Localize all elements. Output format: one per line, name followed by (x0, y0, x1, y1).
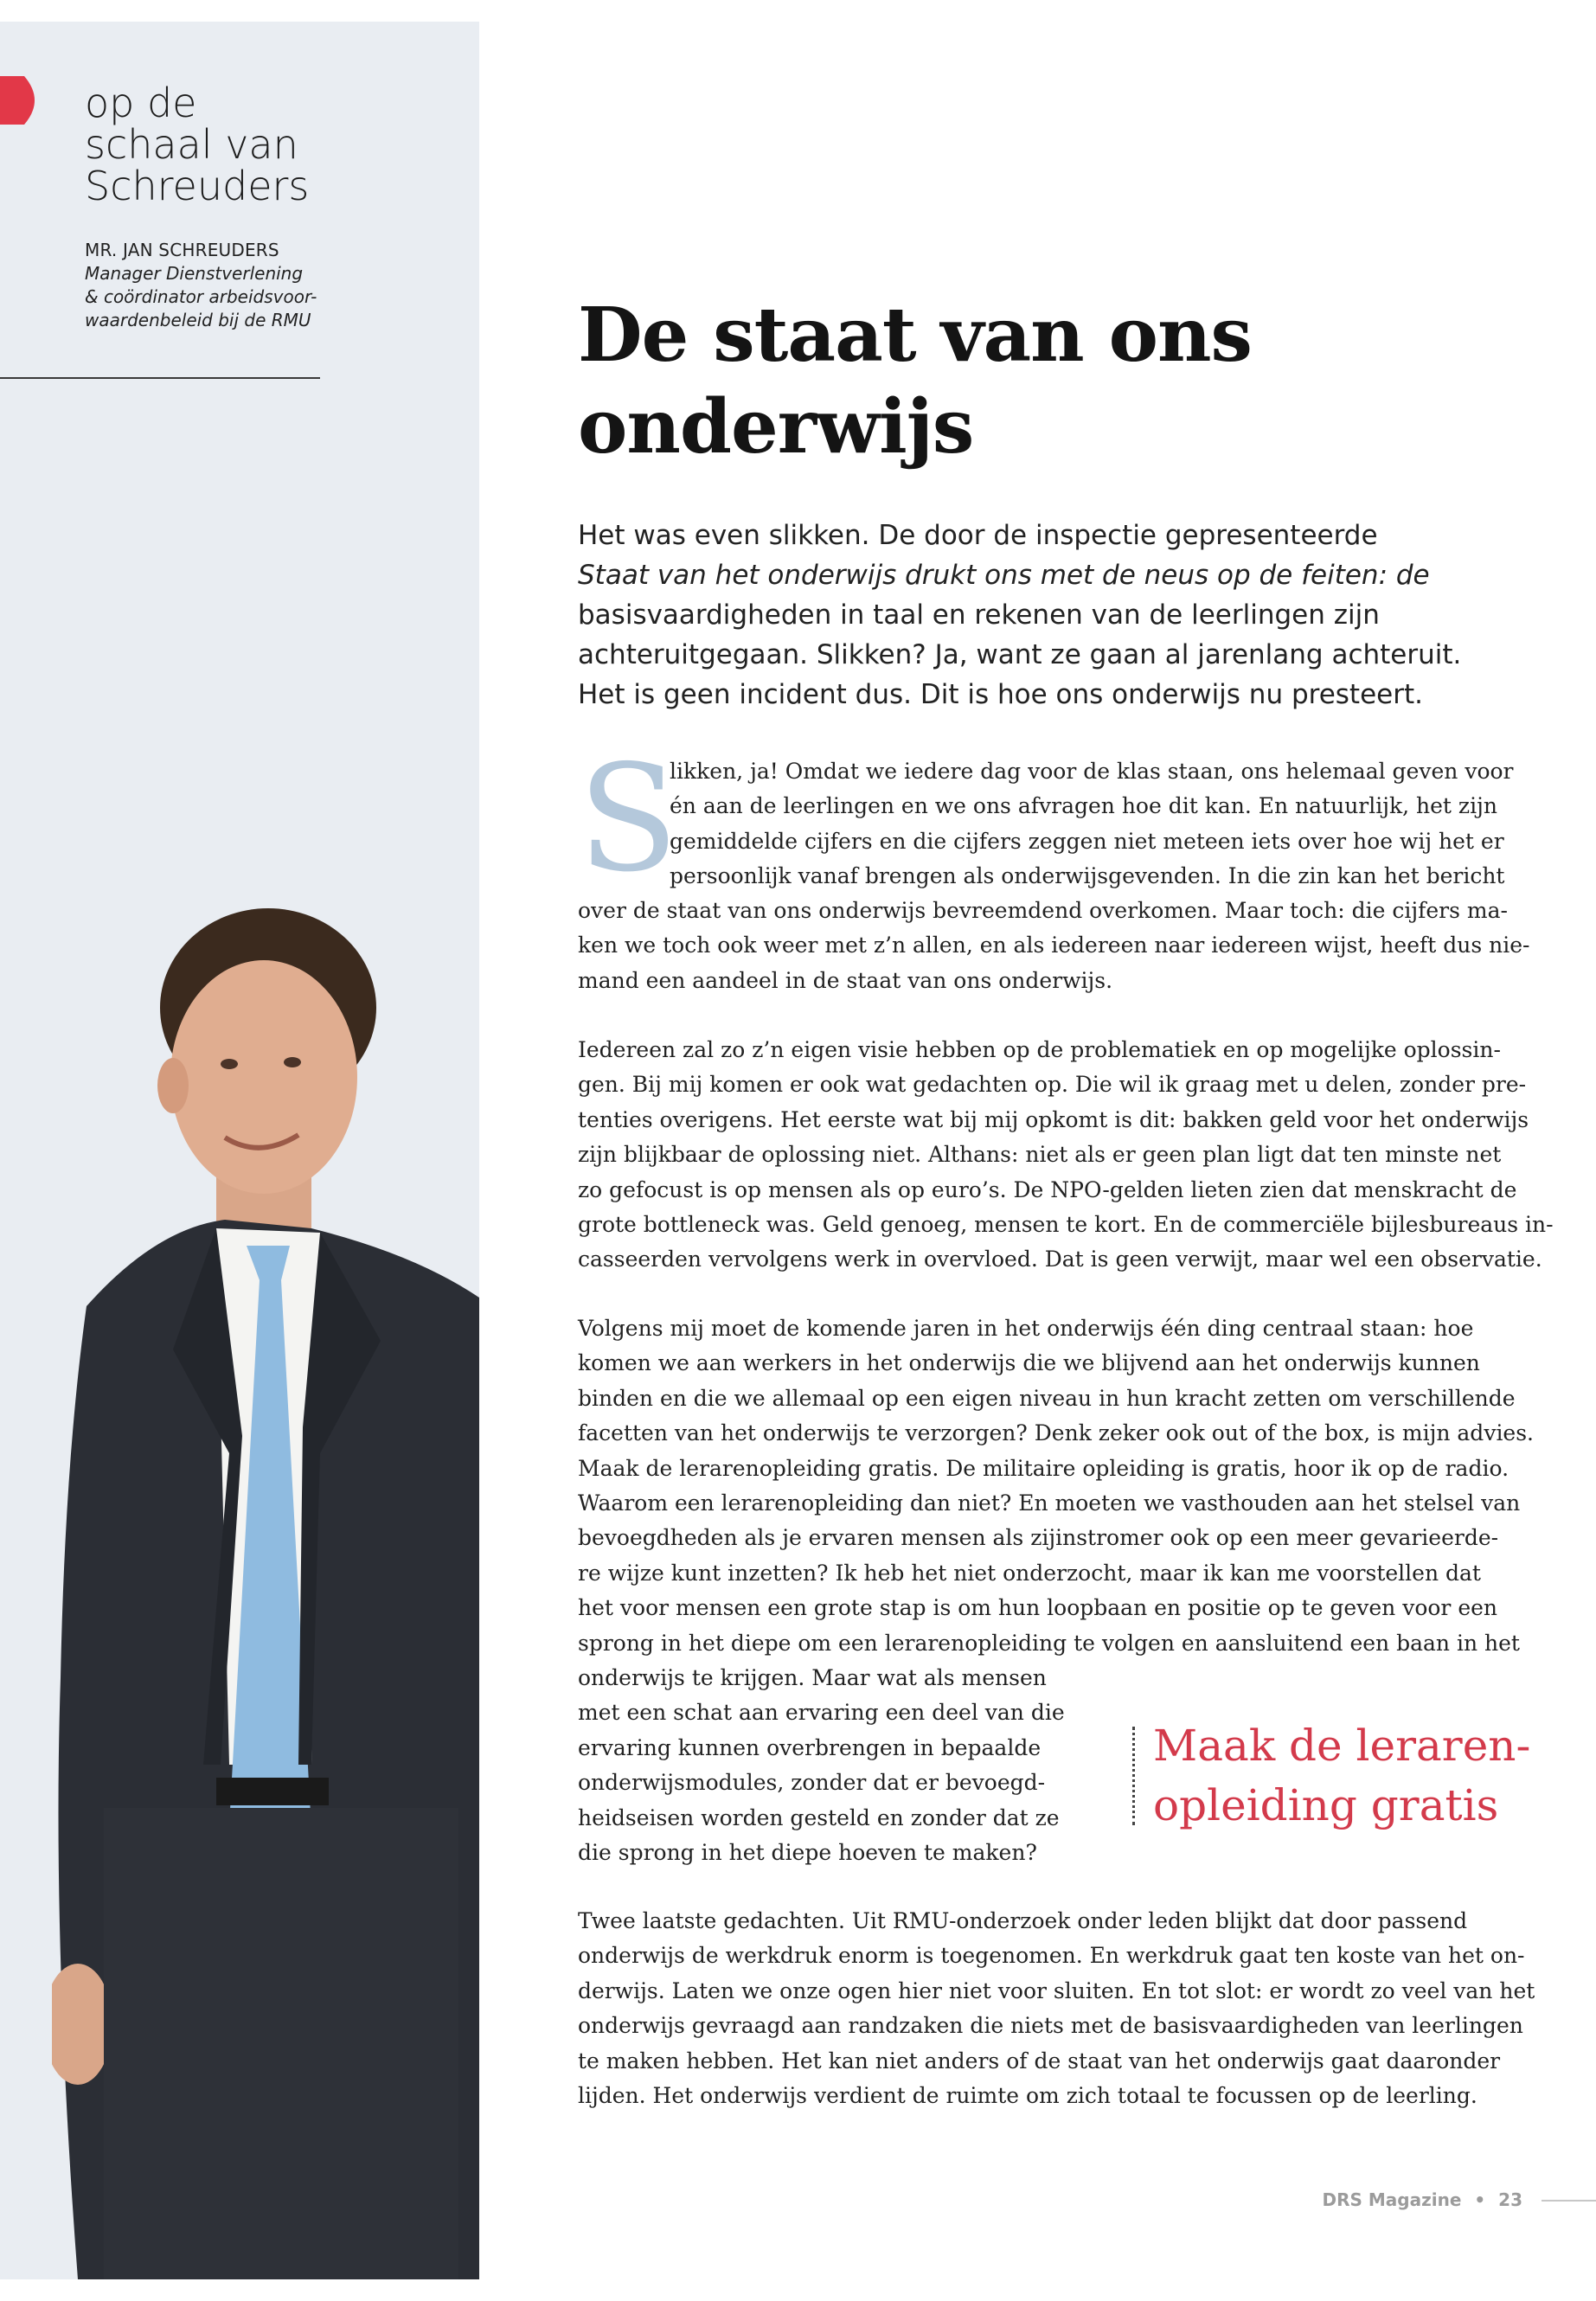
body-line: onderwijsmodules, zonder dat er bevoegd- (578, 1770, 1046, 1796)
body-line: persoonlijk vanaf brengen als onderwijsgevenden. In die zin kan het bericht (670, 863, 1505, 889)
column-title-line: schaal van (85, 121, 298, 168)
author-name: MR. JAN SCHREUDERS (85, 240, 279, 260)
body-line: heidseisen worden gesteld en zonder dat ze (578, 1804, 1060, 1830)
article-lead (578, 516, 1547, 715)
paragraph-2 (578, 1033, 1554, 1278)
paragraph-1-indented (670, 754, 1517, 894)
lead-line: basisvaardigheden in taal en rekenen van de leerlingen zijn (578, 599, 1380, 631)
pullquote (1153, 1716, 1568, 1836)
lead-line: Het is geen incident dus. Dit is hoe ons onderwijs nu presteert. (578, 679, 1423, 710)
magazine-name: DRS Magazine (1322, 2189, 1462, 2210)
column-marker-icon (0, 76, 45, 125)
author-role-line: Manager Dienstverlening (85, 263, 304, 284)
body-line: met een schat aan ervaring een deel van die (578, 1700, 1065, 1726)
body-line: casseerden vervolgens werk in overvloed. Dat is geen verwijt, maar wel een observatie. (578, 1247, 1542, 1272)
body-line: te maken hebben. Het kan niet anders of de staat van het onderwijs gaat daaronder (578, 2048, 1501, 2073)
article-headline (578, 290, 1529, 473)
body-line: zo gefocust is op mensen als op euro’s. De NPO-gelden lieten zien dat menskracht de (578, 1176, 1517, 1202)
lead-line: Het was even slikken. De door de inspectie gepresenteerde (578, 520, 1378, 551)
author-role (85, 262, 344, 332)
body-line: over de staat van ons onderwijs bevreemdend overkomen. Maar toch: die cijfers ma- (578, 898, 1508, 923)
headline-line: De staat van ons (578, 292, 1252, 379)
body-line: re wijze kunt inzetten? Ik heb het niet onderzocht, maar ik kan me voorstellen dat (578, 1560, 1481, 1586)
body-line: ken we toch ook weer met z’n allen, en als iedereen naar iedereen wijst, heeft dus nie- (578, 933, 1530, 958)
drop-cap: S (578, 734, 679, 905)
pullquote-divider (1132, 1727, 1135, 1825)
body-line: onderwijs te krijgen. Maar wat als mensen (578, 1665, 1047, 1691)
body-line: lijden. Het onderwijs verdient de ruimte om zich totaal te focussen op de leerling. (578, 2083, 1477, 2109)
body-line: derwijs. Laten we onze ogen hier niet voor sluiten. En tot slot: er wordt zo veel van het (578, 1977, 1535, 2003)
body-line: grote bottleneck was. Geld genoeg, mensen te kort. En de commerciële bijlesbureaus in- (578, 1212, 1554, 1238)
body-line: mand een aandeel in de staat van ons onderwijs. (578, 967, 1113, 993)
body-line: Waarom een lerarenopleiding dan niet? En moeten we vasthouden aan het stelsel van (578, 1490, 1521, 1516)
body-line: zijn blijkbaar de oplossing niet. Althans: niet als er geen plan ligt dat ten minste net (578, 1142, 1502, 1168)
body-line: sprong in het diepe om een lerarenopleiding te volgen en aansluitend een baan in het (578, 1630, 1520, 1656)
column-title-line: op de (85, 80, 197, 126)
body-line: onderwijs gevraagd aan randzaken die niets met de basisvaardigheden van leerlingen (578, 2013, 1523, 2039)
author-role-line: waardenbeleid bij de RMU (85, 310, 311, 330)
body-line: het voor mensen een grote stap is om hun loopbaan en positie op te geven voor een (578, 1595, 1498, 1621)
footer-divider (1542, 2200, 1596, 2202)
pullquote-line: opleiding gratis (1153, 1780, 1499, 1830)
body-line: Iedereen zal zo z’n eigen visie hebben op de problematiek en op mogelijke oplossin- (578, 1037, 1501, 1062)
lead-line: Staat van het onderwijs drukt ons met de neus op de feiten: de (578, 560, 1430, 591)
body-line: die sprong in het diepe hoeven te maken? (578, 1840, 1037, 1866)
pullquote-line: Maak de leraren- (1153, 1721, 1531, 1771)
body-line: bevoegdheden als je ervaren mensen als zijinstromer ook op een meer gevarieerde- (578, 1525, 1499, 1551)
body-line: binden en die we allemaal op een eigen niveau in hun kracht zetten om verschillende (578, 1385, 1516, 1411)
body-line: onderwijs de werkdruk enorm is toegenomen. En werkdruk gaat ten koste van het on- (578, 1943, 1525, 1969)
body-line: én aan de leerlingen en we ons afvragen hoe dit kan. En natuurlijk, het zijn (670, 793, 1497, 819)
body-line: facetten van het onderwijs te verzorgen? Denk zeker ook out of the box, is mijn advies. (578, 1420, 1535, 1446)
body-line: likken, ja! Omdat we iedere dag voor de klas staan, ons helemaal geven voor (670, 759, 1514, 784)
headline-line: onderwijs (578, 383, 974, 471)
body-line: ervaring kunnen overbrengen in bepaalde (578, 1734, 1042, 1760)
column-title (85, 82, 448, 207)
author-role-line: & coördinator arbeidsvoor- (85, 286, 317, 307)
author-portrait (52, 900, 479, 2279)
body-line: Maak de lerarenopleiding gratis. De militaire opleiding is gratis, hoor ik op de radio. (578, 1455, 1509, 1481)
sidebar-divider (0, 377, 320, 379)
paragraph-4 (578, 1904, 1535, 2113)
lead-line: achteruitgegaan. Slikken? Ja, want ze gaan al jarenlang achteruit. (578, 639, 1462, 670)
paragraph-1 (578, 894, 1530, 998)
body-line: Twee laatste gedachten. Uit RMU-onderzoek onder leden blijkt dat door passend (578, 1908, 1468, 1933)
body-line: tenties overigens. Het eerste wat bij mij opkomt is dit: bakken geld voor het onderwijs (578, 1106, 1529, 1132)
page-footer (1211, 2189, 1522, 2210)
body-line: gemiddelde cijfers en die cijfers zeggen niet meteen iets over hoe wij het er (670, 828, 1504, 854)
body-line: Volgens mij moet de komende jaren in het onderwijs één ding centraal staan: hoe (578, 1316, 1474, 1341)
column-title-line: Schreuders (85, 163, 310, 209)
author-block (85, 239, 344, 332)
page-number: 23 (1498, 2189, 1522, 2210)
body-line: komen we aan werkers in het onderwijs die we blijvend aan het onderwijs kunnen (578, 1350, 1480, 1376)
footer-separator: • (1474, 2189, 1486, 2210)
body-line: gen. Bij mij komen er ook wat gedachten op. Die wil ik graag met u delen, zonder pre- (578, 1072, 1527, 1098)
